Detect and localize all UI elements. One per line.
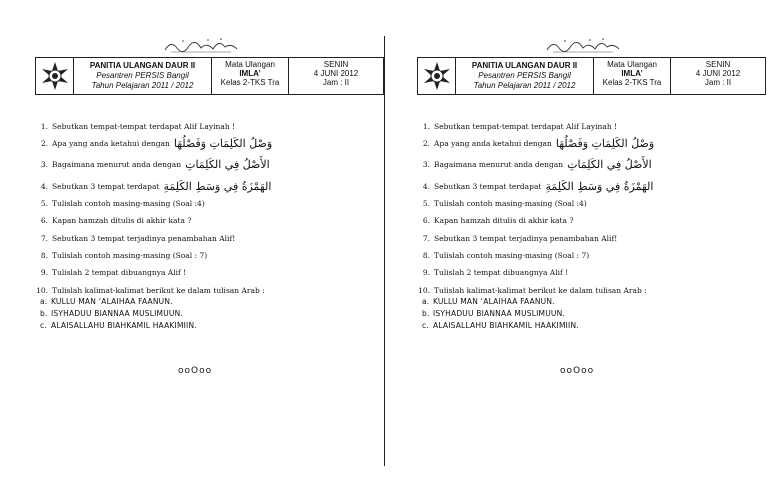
question-item: 10. Tulislah kalimat-kalimat berikut ke dalam tulisan Arab : — [418, 286, 647, 295]
arabic-phrase: وَصْلُ الكَلِمَاتِ وَفَصْلُهَا — [555, 137, 655, 150]
exam-day: SENIN — [323, 60, 349, 69]
org-year: Tahun Pelajaran 2011 / 2012 — [91, 81, 194, 90]
org-title: PANITIA ULANGAN DAUR II — [471, 61, 578, 70]
question-item: 7. Sebutkan 3 tempat terjadinya penambahan Alif! — [40, 234, 236, 243]
exam-sheet-left — [35, 0, 385, 503]
arabic-phrase: الأَصْلُ فِي الكَلِمَاتِ — [567, 158, 652, 171]
subject-name: IMLA’ — [239, 69, 261, 78]
org-info — [74, 58, 212, 94]
exam-period: Jam : II — [704, 78, 732, 87]
subject-info — [594, 58, 671, 94]
basmala-calligraphy — [161, 34, 241, 56]
end-mark: ooOoo — [178, 366, 213, 376]
end-mark: ooOoo — [560, 366, 595, 376]
question-item: 6. Kapan hamzah ditulis di akhir kata ? — [40, 216, 192, 225]
persis-logo-icon — [418, 58, 456, 94]
question-item: 1. Sebutkan tempat-tempat terdapat Alif Layinah ! — [40, 122, 236, 131]
arabic-phrase: الأَصْلُ فِي الكَلِمَاتِ — [185, 158, 270, 171]
subject-info — [212, 58, 289, 94]
question-item: 2. Apa yang anda ketahui dengan وَصْلُ الكَلِمَاتِ وَفَصْلُهَا — [40, 137, 273, 150]
question-item: 2. Apa yang anda ketahui dengan وَصْلُ الكَلِمَاتِ وَفَصْلُهَا — [422, 137, 655, 150]
persis-logo-icon — [36, 58, 74, 94]
org-school: Pesantren PERSIS Bangil — [96, 71, 189, 80]
question-item: 9. Tulislah 2 tempat dibuangnya Alif ! — [40, 268, 187, 277]
question-item: 5. Tulislah contoh masing-masing (Soal :4) — [40, 199, 205, 208]
exam-date: 4 JUNI 2012 — [695, 69, 741, 78]
question-item: 6. Kapan hamzah ditulis di akhir kata ? — [422, 216, 574, 225]
sub-item: a. KULLU MAN ‘ALAIHAA FAANUN. — [422, 297, 555, 306]
sub-item: c. ALAISALLAHU BIAHKAMIL HAAKIMIIN. — [40, 321, 197, 330]
org-title: PANITIA ULANGAN DAUR II — [89, 61, 196, 70]
exam-period: Jam : II — [322, 78, 350, 87]
question-item: 8. Tulislah contoh masing-masing (Soal : 7) — [40, 251, 208, 260]
question-item: 4. Sebutkan 3 tempat terdapat الهَمْزَةُ فِي وَسَطِ الكَلِمَةِ — [422, 180, 654, 193]
exam-day: SENIN — [705, 60, 731, 69]
arabic-phrase: الهَمْزَةُ فِي وَسَطِ الكَلِمَةِ — [545, 180, 654, 193]
question-item: 3. Bagaimana menurut anda dengan الأَصْلُ فِي الكَلِمَاتِ — [422, 158, 652, 171]
date-info — [671, 58, 765, 94]
sub-item: b. ISYHADUU BIANNAA MUSLIMUUN. — [40, 309, 183, 318]
exam-sheet-right — [417, 0, 767, 503]
subject-label: Mata Ulangan — [607, 60, 657, 69]
arabic-phrase: الهَمْزَةُ فِي وَسَطِ الكَلِمَةِ — [163, 180, 272, 193]
basmala-calligraphy — [543, 34, 623, 56]
question-item: 4. Sebutkan 3 tempat terdapat الهَمْزَةُ فِي وَسَطِ الكَلِمَةِ — [40, 180, 272, 193]
arabic-phrase: وَصْلُ الكَلِمَاتِ وَفَصْلُهَا — [173, 137, 273, 150]
sub-item: a. KULLU MAN ‘ALAIHAA FAANUN. — [40, 297, 173, 306]
exam-date: 4 JUNI 2012 — [313, 69, 359, 78]
subject-label: Mata Ulangan — [225, 60, 275, 69]
question-item: 1. Sebutkan tempat-tempat terdapat Alif Layinah ! — [422, 122, 618, 131]
question-item: 10. Tulislah kalimat-kalimat berikut ke dalam tulisan Arab : — [36, 286, 265, 295]
org-year: Tahun Pelajaran 2011 / 2012 — [473, 81, 576, 90]
exam-header — [417, 57, 766, 95]
question-item: 3. Bagaimana menurut anda dengan الأَصْلُ فِي الكَلِمَاتِ — [40, 158, 270, 171]
org-info — [456, 58, 594, 94]
date-info — [289, 58, 383, 94]
org-school: Pesantren PERSIS Bangil — [478, 71, 571, 80]
subject-class: Kelas 2-TKS Tra — [220, 78, 280, 87]
question-item: 9. Tulislah 2 tempat dibuangnya Alif ! — [422, 268, 569, 277]
subject-class: Kelas 2-TKS Tra — [602, 78, 662, 87]
question-item: 5. Tulislah contoh masing-masing (Soal :4) — [422, 199, 587, 208]
subject-name: IMLA’ — [621, 69, 643, 78]
sub-item: b. ISYHADUU BIANNAA MUSLIMUUN. — [422, 309, 565, 318]
sub-item: c. ALAISALLAHU BIAHKAMIL HAAKIMIIN. — [422, 321, 579, 330]
exam-header — [35, 57, 384, 95]
question-item: 7. Sebutkan 3 tempat terjadinya penambahan Alif! — [422, 234, 618, 243]
question-item: 8. Tulislah contoh masing-masing (Soal : 7) — [422, 251, 590, 260]
